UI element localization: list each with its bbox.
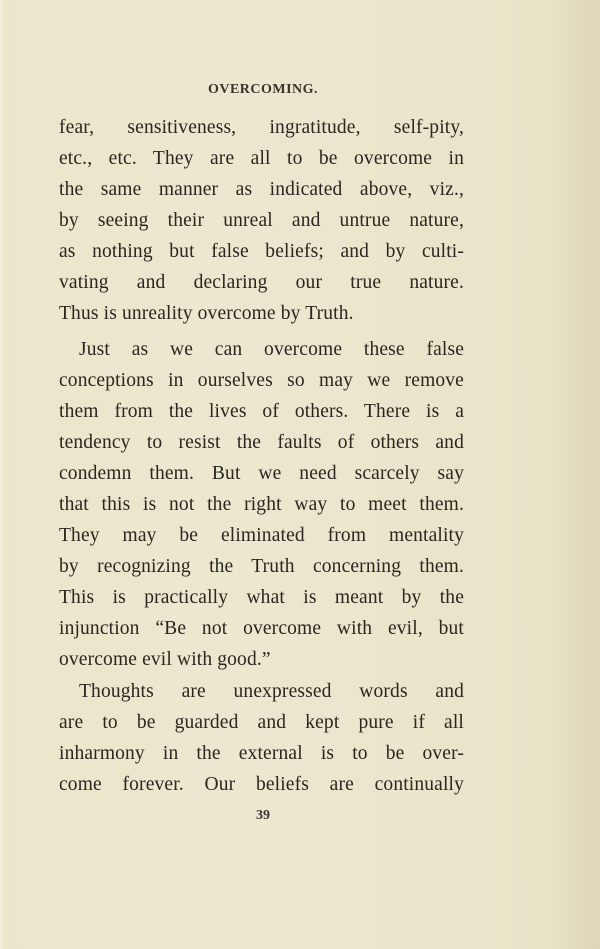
text-line: are to be guarded and kept pure if all xyxy=(59,712,464,733)
text-line: condemn them. But we need scarcely say xyxy=(59,463,464,484)
text-line: by seeing their unreal and untrue nature, xyxy=(59,210,464,231)
text-line: fear, sensitiveness, ingratitude, self-pity, xyxy=(59,117,464,138)
text-line: as nothing but false beliefs; and by culti- xyxy=(59,241,464,262)
text-line: them from the lives of others. There is a xyxy=(59,401,464,422)
text-line: inharmony in the external is to be over- xyxy=(59,743,464,764)
text-line: Thus is unreality overcome by Truth. xyxy=(59,303,354,324)
text-line: This is practically what is meant by the xyxy=(59,587,464,608)
text-line: etc., etc. They are all to be overcome in xyxy=(59,148,464,169)
text-line: conceptions in ourselves so may we remove xyxy=(59,370,464,391)
text-line: come forever. Our beliefs are continually xyxy=(59,774,464,795)
text-line: by recognizing the Truth concerning them. xyxy=(59,556,464,577)
text-line: injunction “Be not overcome with evil, but xyxy=(59,618,464,639)
text-line: Just as we can overcome these false xyxy=(79,339,464,360)
running-header: OVERCOMING. xyxy=(207,82,319,97)
text-line: overcome evil with good.” xyxy=(59,649,271,670)
text-line: tendency to resist the faults of others and xyxy=(59,432,464,453)
text-line: that this is not the right way to meet them. xyxy=(59,494,464,515)
text-line: Thoughts are unexpressed words and xyxy=(79,681,464,702)
text-line: They may be eliminated from mentality xyxy=(59,525,464,546)
text-line: vating and declaring our true nature. xyxy=(59,272,464,293)
page-number: 39 xyxy=(256,808,270,823)
text-line: the same manner as indicated above, viz., xyxy=(59,179,464,200)
